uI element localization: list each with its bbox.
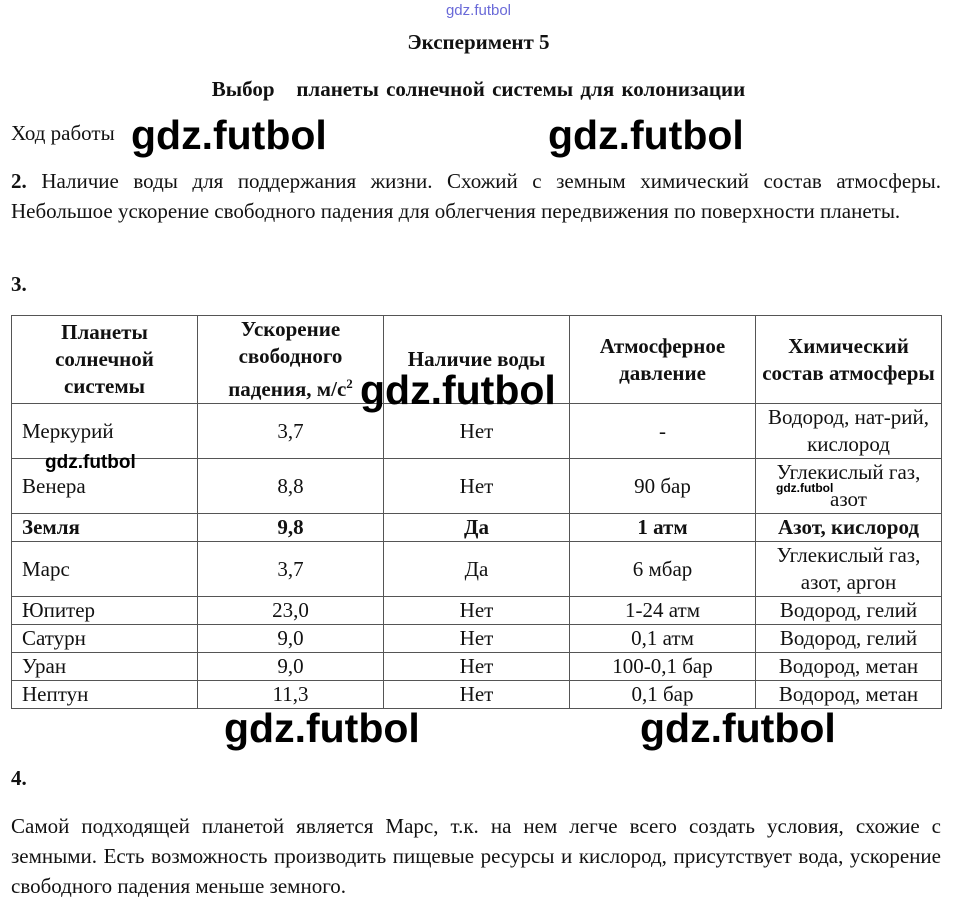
table-row (12, 625, 942, 653)
watermark: gdz.futbol (548, 112, 744, 158)
cell-planet: Нептун (12, 681, 198, 709)
table-row (12, 514, 942, 542)
header-pressure: Атмосферное давление (570, 316, 756, 404)
section-4-number: 4. (11, 766, 27, 790)
cell-planet: Сатурн (12, 625, 198, 653)
header-composition: Химический состав атмосферы (756, 316, 942, 404)
cell-planet: Земля (12, 514, 198, 542)
cell-planet: Венера (12, 459, 198, 514)
cell-composition: Водород, метан (756, 681, 942, 709)
watermark: gdz.futbol (776, 481, 834, 495)
cell-gravity: 9,0 (198, 653, 384, 681)
watermark: gdz.futbol (360, 367, 556, 413)
cell-pressure: 1-24 атм (570, 597, 756, 625)
table-row (12, 653, 942, 681)
watermark: gdz.futbol (45, 452, 136, 473)
cell-water: Нет (384, 625, 570, 653)
page-title: Эксперимент 5 (407, 30, 550, 54)
cell-water: Да (384, 542, 570, 597)
cell-water: Нет (384, 681, 570, 709)
cell-gravity: 8,8 (198, 459, 384, 514)
header-gravity-text: Ускорение свободного падения, м/с (228, 317, 347, 401)
cell-pressure: 90 бар (570, 459, 756, 514)
cell-composition: Водород, метан (756, 653, 942, 681)
cell-pressure: 1 атм (570, 514, 756, 542)
cell-pressure: 0,1 бар (570, 681, 756, 709)
cell-water: Нет (384, 653, 570, 681)
header-water: Наличие воды (384, 316, 570, 404)
cell-gravity: 3,7 (198, 542, 384, 597)
cell-composition: Углекислый газ, азот (756, 459, 942, 514)
cell-planet: Уран (12, 653, 198, 681)
cell-water: Нет (384, 404, 570, 459)
watermark: gdz.futbol (640, 705, 836, 751)
progress-label: Ход работы (11, 121, 115, 145)
cell-gravity: 9,0 (198, 625, 384, 653)
cell-gravity: 11,3 (198, 681, 384, 709)
header-planet: Планеты солнечной системы (12, 316, 198, 404)
cell-gravity: 3,7 (198, 404, 384, 459)
site-watermark-top: gdz.futbol (445, 2, 512, 19)
cell-planet: Меркурий (12, 404, 198, 459)
section-3-number: 3. (11, 272, 27, 296)
watermark: gdz.futbol (131, 112, 327, 158)
cell-water: Нет (384, 597, 570, 625)
cell-pressure: 100-0,1 бар (570, 653, 756, 681)
cell-composition: Водород, гелий (756, 597, 942, 625)
page-subtitle: Выбор планеты солнечной системы для колонизации (211, 77, 746, 101)
table-row (12, 597, 942, 625)
cell-gravity: 23,0 (198, 597, 384, 625)
header-gravity (198, 316, 384, 404)
section-2-paragraph (11, 166, 941, 226)
cell-composition: Водород, нат-рий, кислород (756, 404, 942, 459)
cell-composition: Азот, кислород (756, 514, 942, 542)
header-gravity-sup: 2 (346, 376, 353, 391)
section-2-text: Наличие воды для поддержания жизни. Схожий с земным химический состав атмосферы. Небольшое ускорение свободного падения для облегчения передвижения по поверхности планеты. (11, 169, 942, 223)
cell-pressure: 0,1 атм (570, 625, 756, 653)
cell-pressure: 6 мбар (570, 542, 756, 597)
cell-gravity: 9,8 (198, 514, 384, 542)
table-row (12, 542, 942, 597)
section-2-number: 2. (11, 169, 27, 193)
watermark: gdz.futbol (224, 705, 420, 751)
cell-water: Да (384, 514, 570, 542)
cell-planet: Юпитер (12, 597, 198, 625)
cell-planet: Марс (12, 542, 198, 597)
section-4-paragraph: Самой подходящей планетой является Марс, т.к. на нем легче всего создать условия, схожие с земными. Есть возможность производить пищевые ресурсы и кислород, присутствует вода, ускорение свободного падения меньше земного. (11, 814, 941, 898)
cell-composition: Водород, гелий (756, 625, 942, 653)
cell-composition: Углекислый газ, азот, аргон (756, 542, 942, 597)
cell-water: Нет (384, 459, 570, 514)
cell-pressure: - (570, 404, 756, 459)
